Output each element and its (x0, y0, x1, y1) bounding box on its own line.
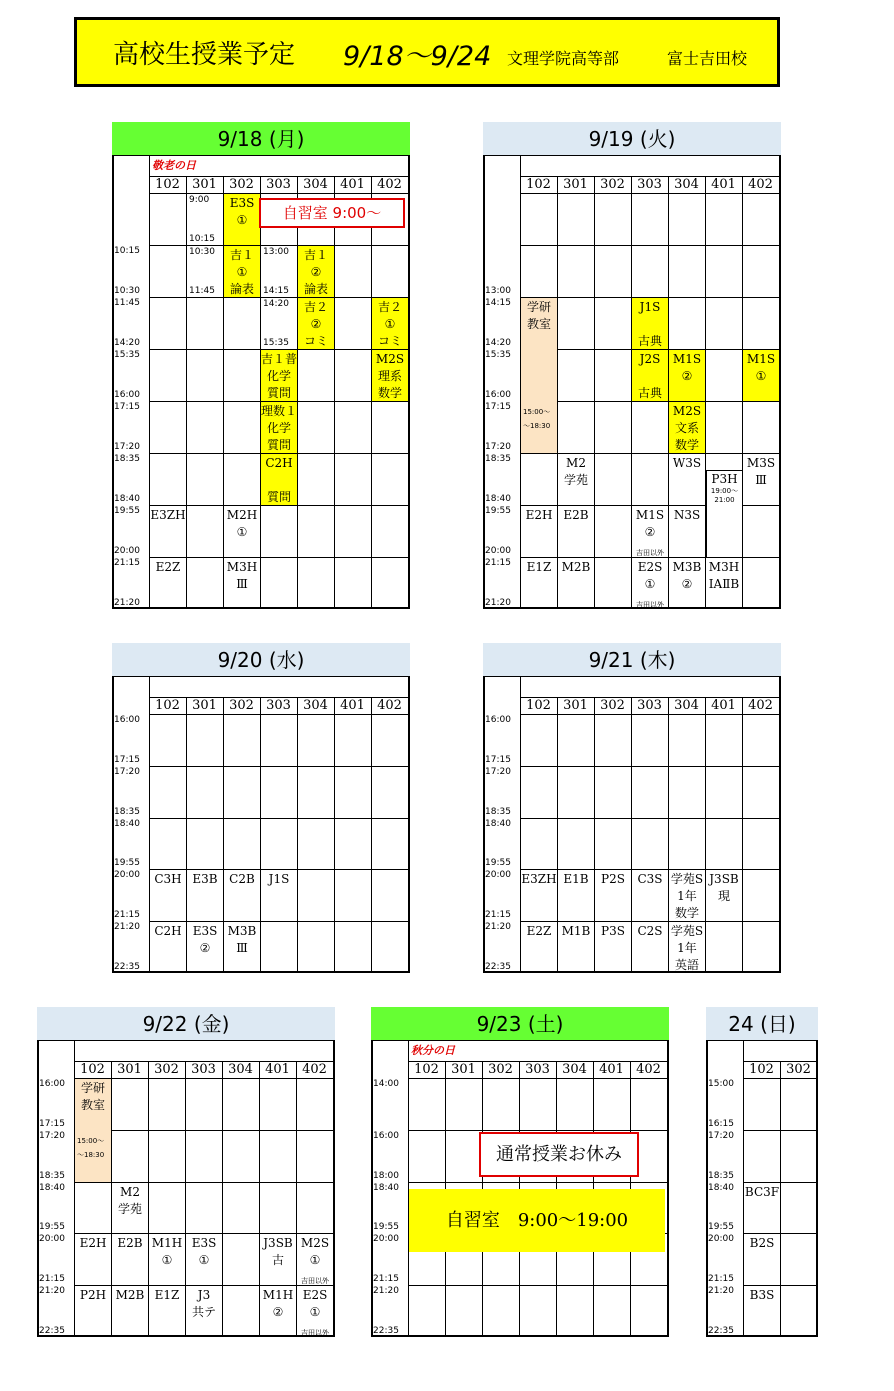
room-label: 304 (228, 1062, 253, 1077)
time-label: 21:20 (485, 922, 511, 933)
time-label: 22:35 (373, 1326, 399, 1336)
time-label: 22:35 (708, 1326, 734, 1336)
room-label: 102 (155, 177, 180, 192)
time-label: 18:35 (485, 454, 511, 464)
day-header: 9/23 (土) (371, 1007, 669, 1041)
class-cell: 学苑S 1年 英語 (670, 924, 704, 973)
class-cell: M2 学苑 (117, 1184, 142, 1216)
class-cell: 吉２ ① コミ (372, 298, 408, 349)
class-cell: M1S ② (635, 508, 665, 539)
class-cell: M2B (561, 560, 591, 574)
grid-line (334, 697, 335, 973)
time-label: 16:00 (39, 1079, 65, 1089)
schedule-fri (37, 1007, 335, 1337)
class-cell: M2S ① (300, 1236, 330, 1268)
grid-line (705, 697, 706, 973)
time-label: 17:20 (485, 442, 511, 452)
class-cell: BC3F (744, 1184, 780, 1199)
room-label: 401 (599, 1062, 624, 1077)
class-cell: 学苑S 1年 数学 (670, 872, 704, 921)
time-label: 14:20 (485, 338, 511, 348)
day-header: 9/18 (月) (112, 122, 410, 156)
p3h-time: 19:00〜 21:00 (710, 487, 739, 504)
class-cell: M2B (115, 1288, 145, 1303)
time-label: 18:40 (114, 494, 140, 504)
room-label: 304 (303, 698, 328, 713)
room-label: 102 (526, 177, 551, 192)
room-label: 303 (637, 698, 662, 713)
time-label: 17:15 (114, 754, 140, 765)
banner-date-range: 9/18〜9/24 (343, 41, 492, 72)
time-label: 21:15 (708, 1274, 734, 1285)
class-cell: E3S ① (224, 194, 260, 245)
class-cell: E2B (117, 1236, 143, 1251)
time-label: 21:20 (114, 922, 140, 933)
class-cell: 吉１ ① 論表 (224, 246, 260, 297)
class-cell: B2S (749, 1236, 775, 1251)
grid-line (186, 176, 187, 609)
class-cell: E1B (563, 872, 589, 887)
class-cell: M2S 理系 数学 (372, 350, 408, 401)
class-cell: C2H 質問 (261, 454, 297, 505)
class-cell: M3H Ⅲ (226, 560, 258, 591)
room-label: 401 (265, 1062, 290, 1077)
class-cell: J3SB 古 (263, 1236, 293, 1268)
class-cell: J3 共テ (191, 1288, 216, 1320)
class-cell: M3B Ⅲ (227, 924, 257, 956)
time-label: 14:00 (373, 1079, 399, 1089)
room-label: 102 (80, 1062, 105, 1077)
class-cell: E2S ① (637, 560, 663, 591)
class-cell: J1S (268, 872, 290, 887)
class-cell: 吉１ ② 論表 (298, 246, 334, 297)
class-cell: W3S (672, 456, 702, 470)
inner-time: 10:30 (189, 247, 215, 257)
grid-line (594, 176, 595, 609)
time-label: 16:00 (485, 390, 511, 400)
room-label: 301 (563, 177, 588, 192)
time-label: 15:00 (708, 1079, 734, 1089)
grid-line (371, 697, 372, 973)
class-cell: E2B (563, 508, 589, 522)
class-cell: C2H (154, 924, 182, 939)
room-label: 402 (302, 1062, 327, 1077)
time-label: 15:35 (114, 350, 140, 360)
class-cell: J2S 古典 (632, 350, 668, 401)
room-label: 302 (600, 177, 625, 192)
room-label: 303 (266, 698, 291, 713)
time-label: 19:55 (114, 506, 140, 516)
class-cell: 学研 教室 (521, 298, 557, 453)
inner-time: 15:35 (263, 338, 289, 348)
inner-time: 10:15 (189, 234, 215, 244)
time-label: 21:15 (39, 1274, 65, 1285)
day-header: 9/22 (金) (37, 1007, 335, 1041)
note-label: 吉田以外 (636, 549, 664, 557)
time-label: 21:20 (373, 1286, 399, 1297)
time-label: 18:40 (485, 494, 511, 504)
class-cell: C2B (229, 872, 255, 887)
room-label: 401 (711, 698, 736, 713)
inner-time: 14:15 (263, 286, 289, 296)
holiday-label: 秋分の日 (411, 1044, 455, 1057)
time-label: 17:15 (485, 402, 511, 412)
note-label: 吉田以外 (301, 1277, 329, 1286)
time-label: 21:15 (114, 558, 140, 568)
class-cell: P2H (79, 1288, 107, 1303)
p3h-label: P3H (711, 472, 738, 486)
time-label: 18:35 (39, 1170, 65, 1181)
class-cell: C2S (637, 924, 663, 939)
time-label: 16:00 (114, 390, 140, 400)
class-cell: J3SB 現 (709, 872, 739, 904)
room-label: 302 (786, 1062, 811, 1077)
time-label: 21:15 (373, 1274, 399, 1285)
holiday-label: 敬老の日 (152, 159, 196, 172)
time-label: 18:40 (708, 1182, 734, 1193)
room-label: 303 (191, 1062, 216, 1077)
time-label: 20:00 (114, 546, 140, 556)
room-label: 303 (525, 1062, 550, 1077)
time-label: 17:15 (39, 1118, 65, 1129)
room-label: 304 (674, 698, 699, 713)
grid-line (260, 697, 261, 973)
time-label: 18:00 (373, 1170, 399, 1181)
study-room-bar: 自習室 9:00〜19:00 (409, 1189, 665, 1253)
class-cell: M1H ① (151, 1236, 183, 1268)
time-label: 18:40 (114, 818, 140, 829)
class-cell: E2Z (155, 560, 181, 574)
room-label: 402 (377, 177, 402, 192)
class-cell: C3H (154, 872, 182, 887)
time-label: 21:20 (485, 598, 511, 608)
time-label: 22:35 (114, 962, 140, 972)
time-label: 16:00 (114, 715, 140, 725)
room-label: 302 (154, 1062, 179, 1077)
time-label: 20:00 (485, 870, 511, 881)
class-cell: 学研 教室 (75, 1079, 111, 1182)
time-label: 18:35 (485, 806, 511, 817)
time-label: 16:00 (485, 715, 511, 725)
grid-line (297, 697, 298, 973)
time-label: 17:20 (708, 1130, 734, 1141)
room-label: 303 (637, 177, 662, 192)
time-label: 10:15 (114, 246, 140, 256)
room-label: 304 (674, 177, 699, 192)
room-label: 401 (340, 698, 365, 713)
room-label: 402 (377, 698, 402, 713)
time-label: 19:55 (373, 1222, 399, 1233)
time-label: 20:00 (114, 870, 140, 881)
class-cell: E2H (79, 1236, 107, 1251)
room-label: 301 (117, 1062, 142, 1077)
time-label: 18:35 (114, 806, 140, 817)
day-header: 24 (日) (706, 1007, 818, 1041)
room-label: 302 (488, 1062, 513, 1077)
banner-school: 文理学院高等部 (507, 49, 620, 68)
schedule-sat (371, 1007, 669, 1337)
class-cell: M1S ① (743, 350, 779, 401)
class-cell: M3H ⅠAⅡB (708, 560, 740, 591)
class-cell: E3S ② (192, 924, 218, 956)
schedule-mon (112, 122, 410, 609)
room-label: 302 (600, 698, 625, 713)
note-label: 吉田以外 (301, 1329, 329, 1337)
time-label: 21:20 (708, 1286, 734, 1297)
class-cell: 吉２ ② コミ (298, 298, 334, 349)
time-label: 19:55 (114, 858, 140, 869)
class-cell: E3ZH (150, 508, 186, 522)
room-label: 301 (563, 698, 588, 713)
class-cell: M1S ② (669, 350, 705, 401)
grid-line (297, 176, 298, 609)
class-cell: C3S (637, 872, 663, 887)
time-label: 13:00 (485, 286, 511, 296)
room-label: 402 (748, 698, 773, 713)
class-cell: 吉１普 化学 質問 (261, 352, 297, 400)
class-cell: E2Z (526, 924, 552, 939)
class-cell: J1S 古典 (632, 298, 668, 349)
time-label: 11:45 (114, 298, 140, 308)
title-banner (74, 17, 780, 87)
day-header: 9/21 (木) (483, 643, 781, 677)
gakken-time: 15:00〜 〜18:30 (77, 1136, 105, 1159)
room-label: 401 (340, 177, 365, 192)
schedule-sun (706, 1007, 818, 1337)
room-label: 102 (526, 698, 551, 713)
class-cell: 理数１ 化学 質問 (261, 404, 297, 452)
time-label: 20:00 (485, 546, 511, 556)
time-label: 18:40 (39, 1182, 65, 1193)
time-label: 16:15 (708, 1118, 734, 1129)
room-label: 402 (636, 1062, 661, 1077)
class-cell: M1B (561, 924, 591, 939)
time-label: 15:35 (485, 350, 511, 360)
class-cell: E3ZH (521, 872, 557, 887)
schedule-wed (112, 643, 410, 973)
room-label: 102 (414, 1062, 439, 1077)
time-label: 19:55 (39, 1222, 65, 1233)
day-header: 9/20 (水) (112, 643, 410, 677)
time-label: 19:55 (708, 1222, 734, 1233)
class-cell: M2H ① (226, 508, 258, 539)
time-label: 21:15 (485, 910, 511, 921)
time-label: 17:15 (114, 402, 140, 412)
time-label: 21:15 (114, 910, 140, 921)
class-cell: E3B (192, 872, 218, 887)
time-label: 21:15 (485, 558, 511, 568)
class-cell (706, 470, 742, 557)
class-cell: N3S (673, 508, 701, 522)
room-label: 301 (451, 1062, 476, 1077)
room-label: 301 (192, 698, 217, 713)
grid-line (334, 176, 335, 609)
time-label: 14:20 (114, 338, 140, 348)
room-label: 304 (303, 177, 328, 192)
inner-time: 13:00 (263, 247, 289, 257)
class-cell: B3S (749, 1288, 775, 1303)
time-label: 20:00 (373, 1234, 399, 1245)
room-label: 301 (192, 177, 217, 192)
class-cell: M2S 文系 数学 (669, 402, 705, 453)
room-label: 304 (562, 1062, 587, 1077)
banner-title: 高校生授業予定 (113, 40, 296, 70)
time-label: 22:35 (39, 1326, 65, 1336)
time-label: 17:20 (485, 766, 511, 777)
class-cell: P3S (601, 924, 625, 939)
time-label: 16:00 (373, 1130, 399, 1141)
time-label: 20:00 (708, 1234, 734, 1245)
class-cell: E2H (525, 508, 553, 522)
time-label: 18:35 (708, 1170, 734, 1181)
time-label: 17:20 (114, 766, 140, 777)
grid-line (780, 1061, 781, 1337)
time-label: 22:35 (485, 962, 511, 972)
class-cell: M2 学苑 (563, 456, 588, 487)
class-cell: M3B ② (672, 560, 702, 591)
time-label: 14:15 (485, 298, 511, 308)
room-label: 302 (229, 698, 254, 713)
note-label: 吉田以外 (636, 601, 664, 609)
room-label: 302 (229, 177, 254, 192)
time-label: 21:20 (39, 1286, 65, 1297)
gakken-time: 15:00〜 〜18:30 (523, 408, 551, 430)
grid-line (222, 1061, 223, 1337)
schedule-thu (483, 643, 781, 973)
room-label: 102 (155, 698, 180, 713)
room-label: 303 (266, 177, 291, 192)
class-cell: E1Z (526, 560, 552, 574)
class-cell: M1H ② (262, 1288, 294, 1320)
time-label: 18:40 (373, 1182, 399, 1193)
grid-line (742, 697, 743, 973)
time-label: 19:55 (485, 506, 511, 516)
room-label: 102 (749, 1062, 774, 1077)
class-cell: P2S (601, 872, 625, 887)
time-label: 18:35 (114, 454, 140, 464)
day-header: 9/19 (火) (483, 122, 781, 156)
inner-time: 9:00 (189, 195, 210, 205)
class-cell: E1Z (154, 1288, 180, 1303)
banner-campus: 富士吉田校 (667, 49, 748, 68)
inner-time: 11:45 (189, 286, 215, 296)
time-label: 17:20 (39, 1130, 65, 1141)
class-cell: E2S ① (302, 1288, 328, 1320)
closed-box: 通常授業お休み (479, 1132, 639, 1177)
time-label: 20:00 (39, 1234, 65, 1245)
room-label: 401 (711, 177, 736, 192)
room-label: 402 (748, 177, 773, 192)
time-label: 19:55 (485, 858, 511, 869)
time-label: 18:40 (485, 818, 511, 829)
study-room-box: 自習室 9:00〜 (259, 198, 405, 228)
time-label: 21:20 (114, 598, 140, 608)
schedule-tue (483, 122, 781, 609)
class-cell: M3S Ⅲ (746, 456, 776, 487)
class-cell: E3S ① (191, 1236, 217, 1268)
time-label: 17:20 (114, 442, 140, 452)
inner-time: 14:20 (263, 299, 289, 309)
time-label: 17:15 (485, 754, 511, 765)
time-label: 10:30 (114, 286, 140, 296)
